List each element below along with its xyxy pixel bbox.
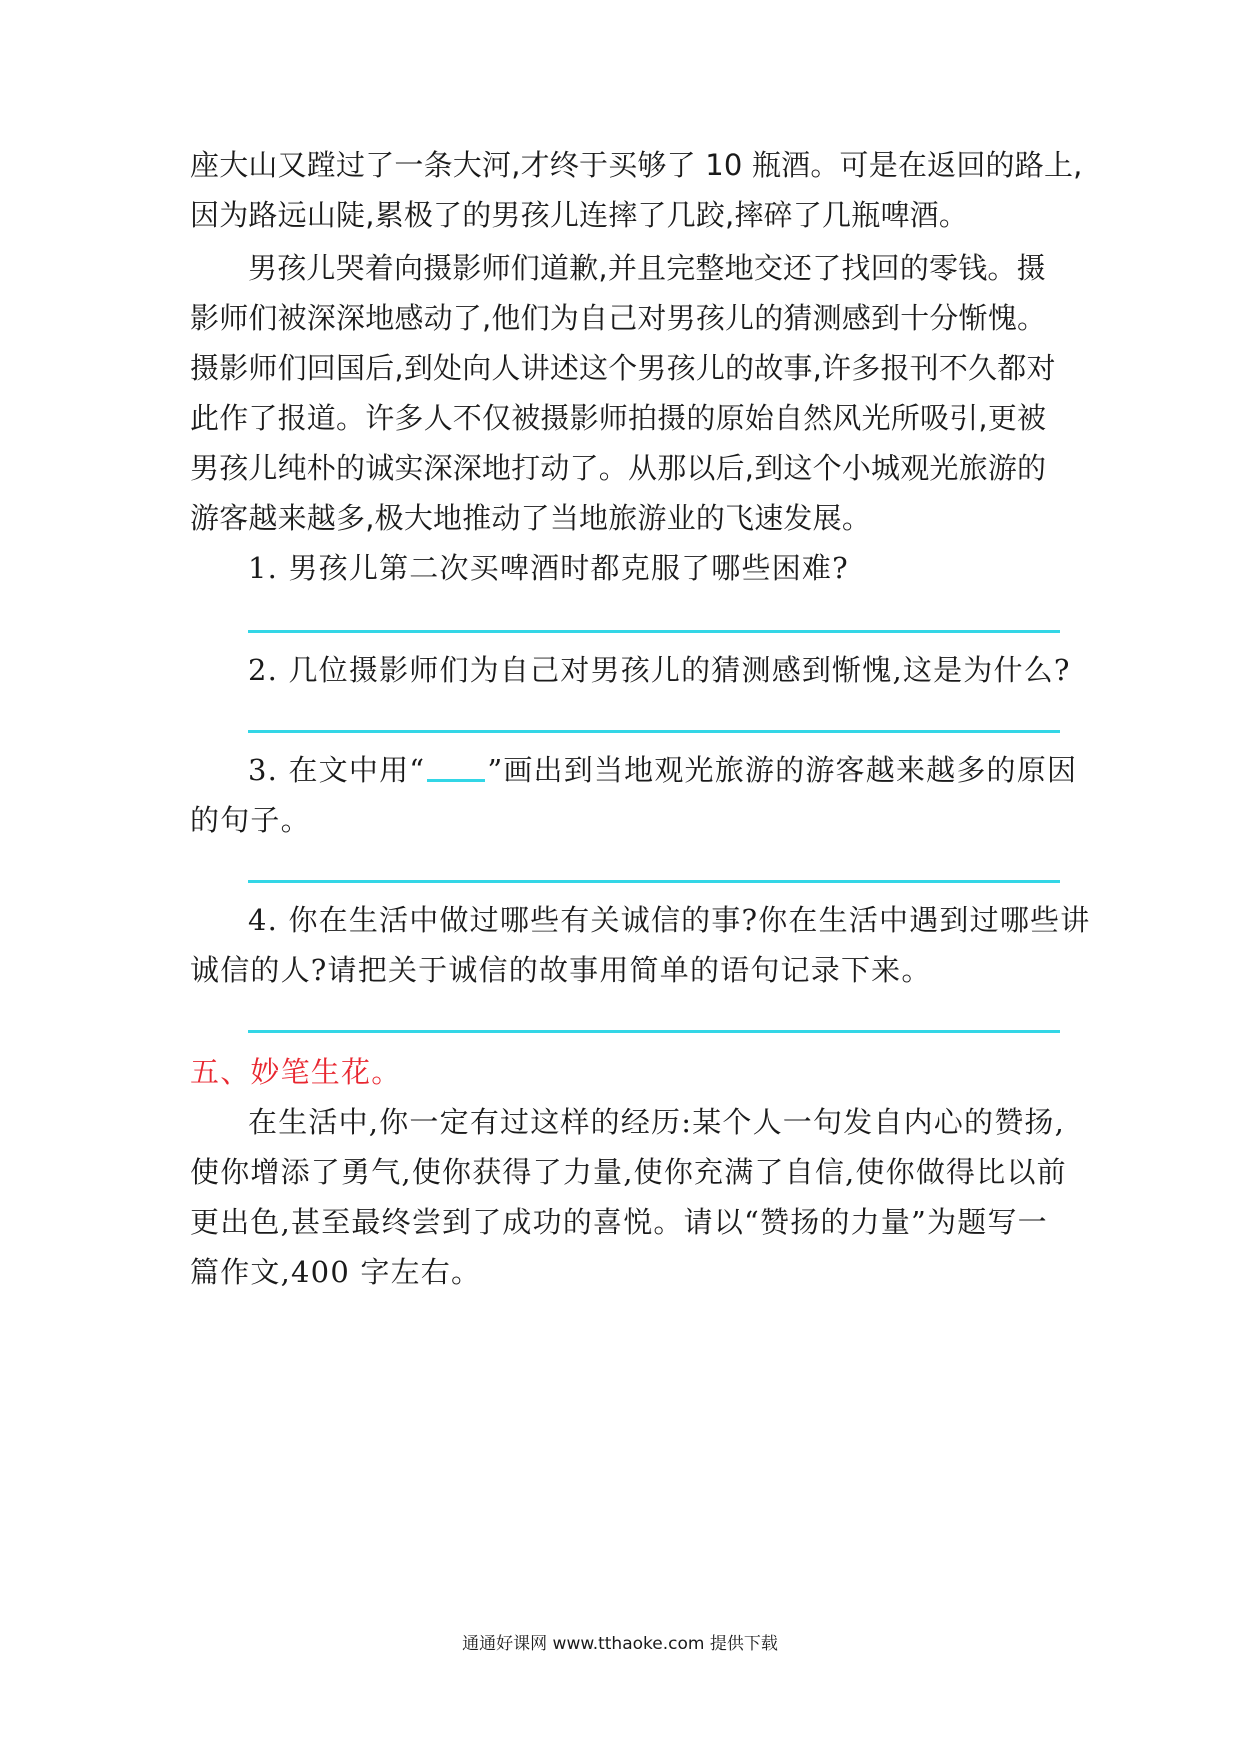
question-3-continuation: 的句子。	[190, 803, 311, 837]
passage-line: 因为路远山陡,累极了的男孩儿连摔了几跤,摔碎了几瓶啤酒。	[190, 198, 969, 232]
answer-line-1[interactable]	[248, 630, 1060, 633]
answer-line-2[interactable]	[248, 730, 1060, 733]
prompt-line: 更出色,甚至最终尝到了成功的喜悦。请以“赞扬的力量”为题写一	[190, 1205, 1048, 1239]
answer-line-4[interactable]	[248, 1030, 1060, 1033]
question-4: 4. 你在生活中做过哪些有关诚信的事?你在生活中遇到过哪些讲	[248, 903, 1091, 937]
question-3-text-before: 3. 在文中用“	[248, 753, 426, 787]
passage-line: 摄影师们回国后,到处向人讲述这个男孩儿的故事,许多报刊不久都对	[190, 351, 1056, 385]
passage-line: 游客越来越多,极大地推动了当地旅游业的飞速发展。	[190, 501, 872, 535]
section-heading: 五、妙笔生花。	[190, 1055, 402, 1089]
passage-line: 此作了报道。许多人不仅被摄影师拍摄的原始自然风光所吸引,更被	[190, 401, 1047, 435]
question-3-text-after: ”画出到当地观光旅游的游客越来越多的原因	[487, 753, 1078, 787]
answer-line-3[interactable]	[248, 880, 1060, 883]
question-1: 1. 男孩儿第二次买啤酒时都克服了哪些困难?	[248, 551, 849, 585]
passage-line: 男孩儿哭着向摄影师们道歉,并且完整地交还了找回的零钱。摄	[248, 251, 1046, 285]
prompt-line: 使你增添了勇气,使你获得了力量,使你充满了自信,使你做得比以前	[190, 1155, 1067, 1189]
question-2: 2. 几位摄影师们为自己对男孩儿的猜测感到惭愧,这是为什么?	[248, 653, 1071, 687]
prompt-line: 篇作文,400 字左右。	[190, 1255, 482, 1289]
question-3	[248, 750, 1078, 790]
prompt-line: 在生活中,你一定有过这样的经历:某个人一句发自内心的赞扬,	[248, 1105, 1066, 1139]
question-4-continuation: 诚信的人?请把关于诚信的故事用简单的语句记录下来。	[190, 953, 932, 987]
passage-line: 男孩儿纯朴的诚实深深地打动了。从那以后,到这个小城观光旅游的	[190, 451, 1047, 485]
passage-line: 影师们被深深地感动了,他们为自己对男孩儿的猜测感到十分惭愧。	[190, 301, 1047, 335]
underline-sample	[427, 753, 485, 782]
passage-line: 座大山又蹚过了一条大河,才终于买够了 10 瓶酒。可是在返回的路上,	[190, 148, 1083, 182]
page-footer: 通通好课网 www.tthaoke.com 提供下载	[462, 1634, 778, 1654]
